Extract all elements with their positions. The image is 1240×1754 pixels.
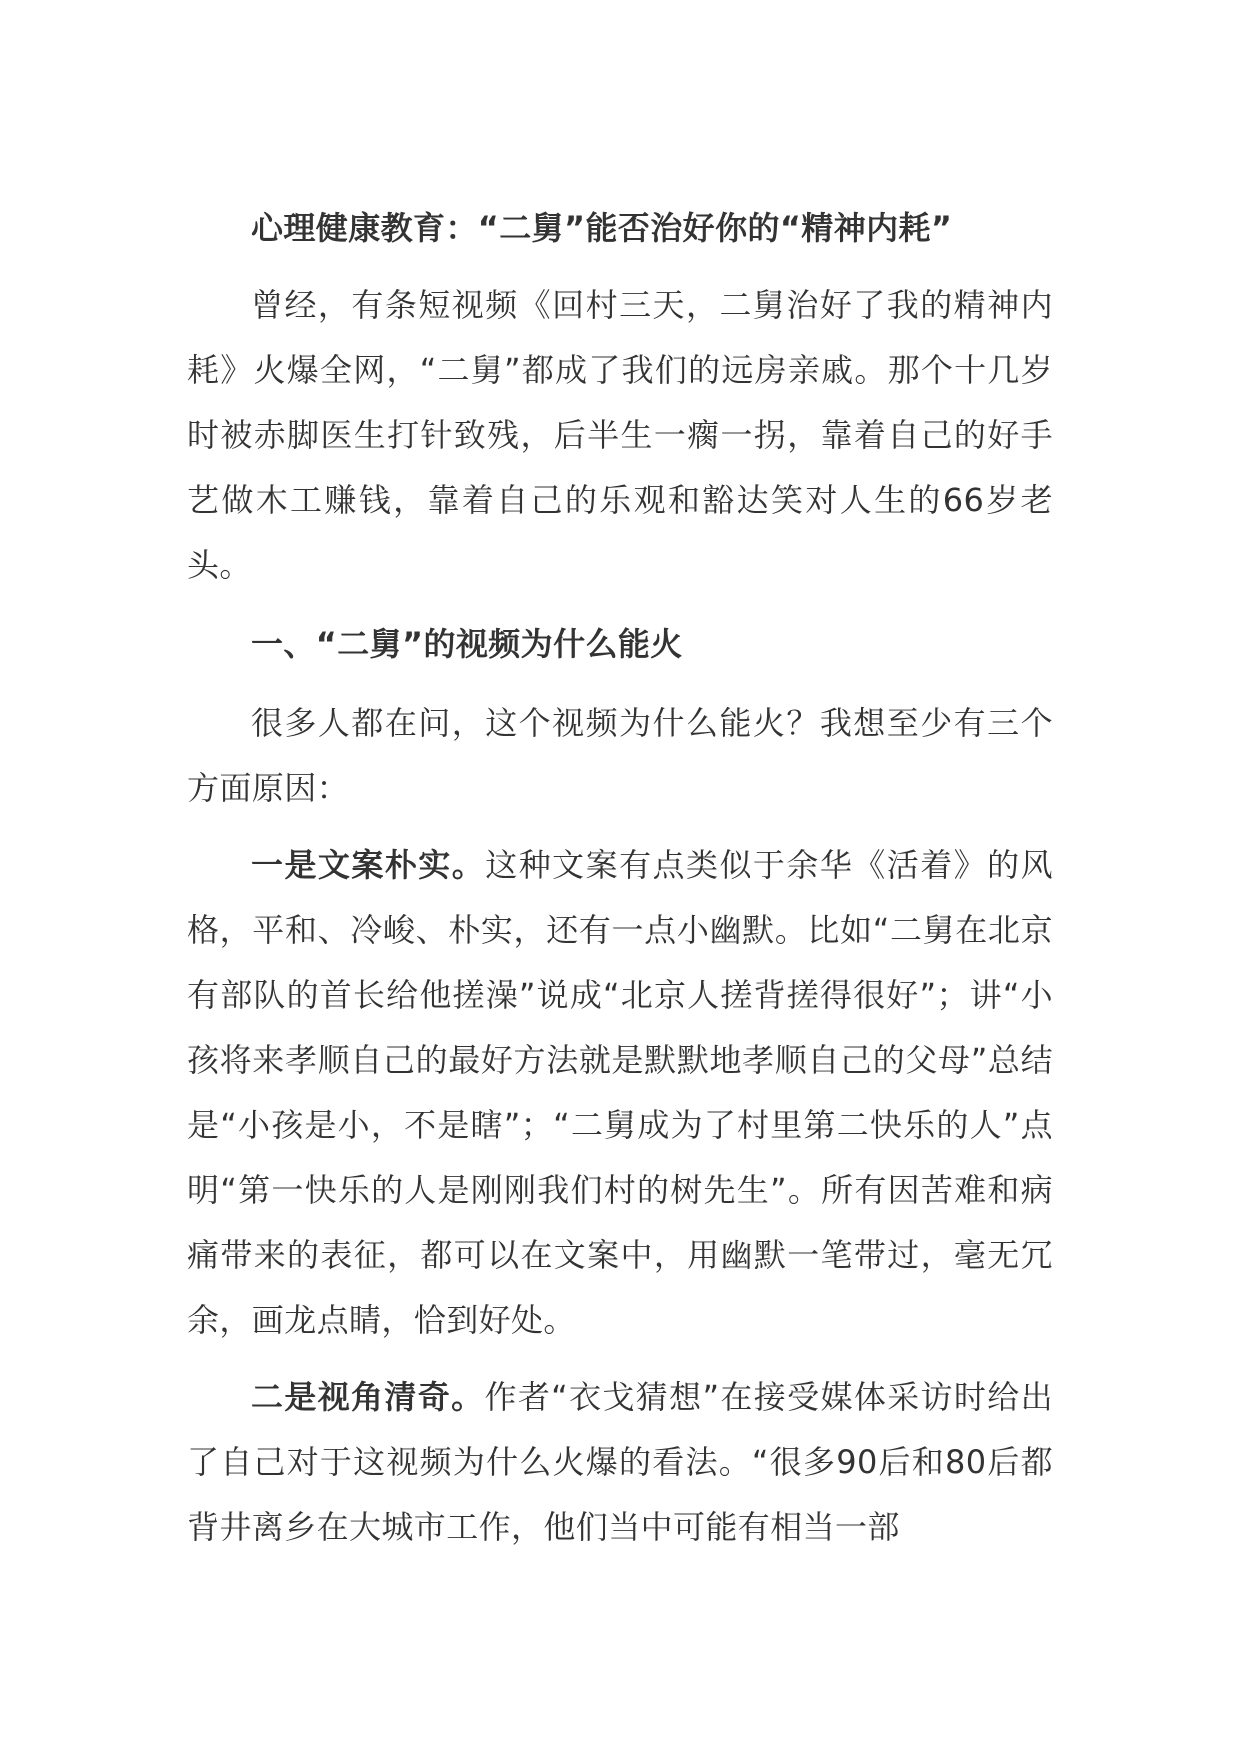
point-one-paragraph bbox=[187, 833, 1053, 1353]
document-title: 心理健康教育：“二舅”能否治好你的“精神内耗” bbox=[251, 209, 953, 247]
document-body bbox=[187, 196, 1053, 1560]
section-intro-paragraph: 很多人都在问，这个视频为什么能火？我想至少有三个方面原因： bbox=[187, 704, 1053, 807]
intro-paragraph: 曾经，有条短视频《回村三天，二舅治好了我的精神内耗》火爆全网，“二舅”都成了我们的远房亲戚。那个十几岁时被赤脚医生打针致残，后半生一瘸一拐，靠着自己的好手艺做木工赚钱，靠着自己的乐观和豁达笑对人生的66岁老头。 bbox=[187, 286, 1053, 584]
point-one-text: 这种文案有点类似于余华《活着》的风格，平和、冷峻、朴实，还有一点小幽默。比如“二舅在北京有部队的首长给他搓澡”说成“北京人搓背搓得很好”；讲“小孩将来孝顺自己的最好方法就是默默地孝顺自己的父母”总结是“小孩是小，不是瞎”；“二舅成为了村里第二快乐的人”点明“第一快乐的人是刚刚我们村的树先生”。所有因苦难和病痛带来的表征，都可以在文案中，用幽默一笔带过，毫无冗余，画龙点睛，恰到好处。 bbox=[187, 846, 1053, 1339]
point-two-paragraph bbox=[187, 1365, 1053, 1560]
point-two-lead: 二是视角清奇。 bbox=[251, 1378, 485, 1416]
point-one-lead: 一是文案朴实。 bbox=[251, 846, 486, 884]
point-two-text: 作者“衣戈猜想”在接受媒体采访时给出了自己对于这视频为什么火爆的看法。“很多90后和80后都背井离乡在大城市工作，他们当中可能有相当一部 bbox=[187, 1378, 1053, 1546]
section-heading: 一、“二舅”的视频为什么能火 bbox=[251, 625, 683, 663]
